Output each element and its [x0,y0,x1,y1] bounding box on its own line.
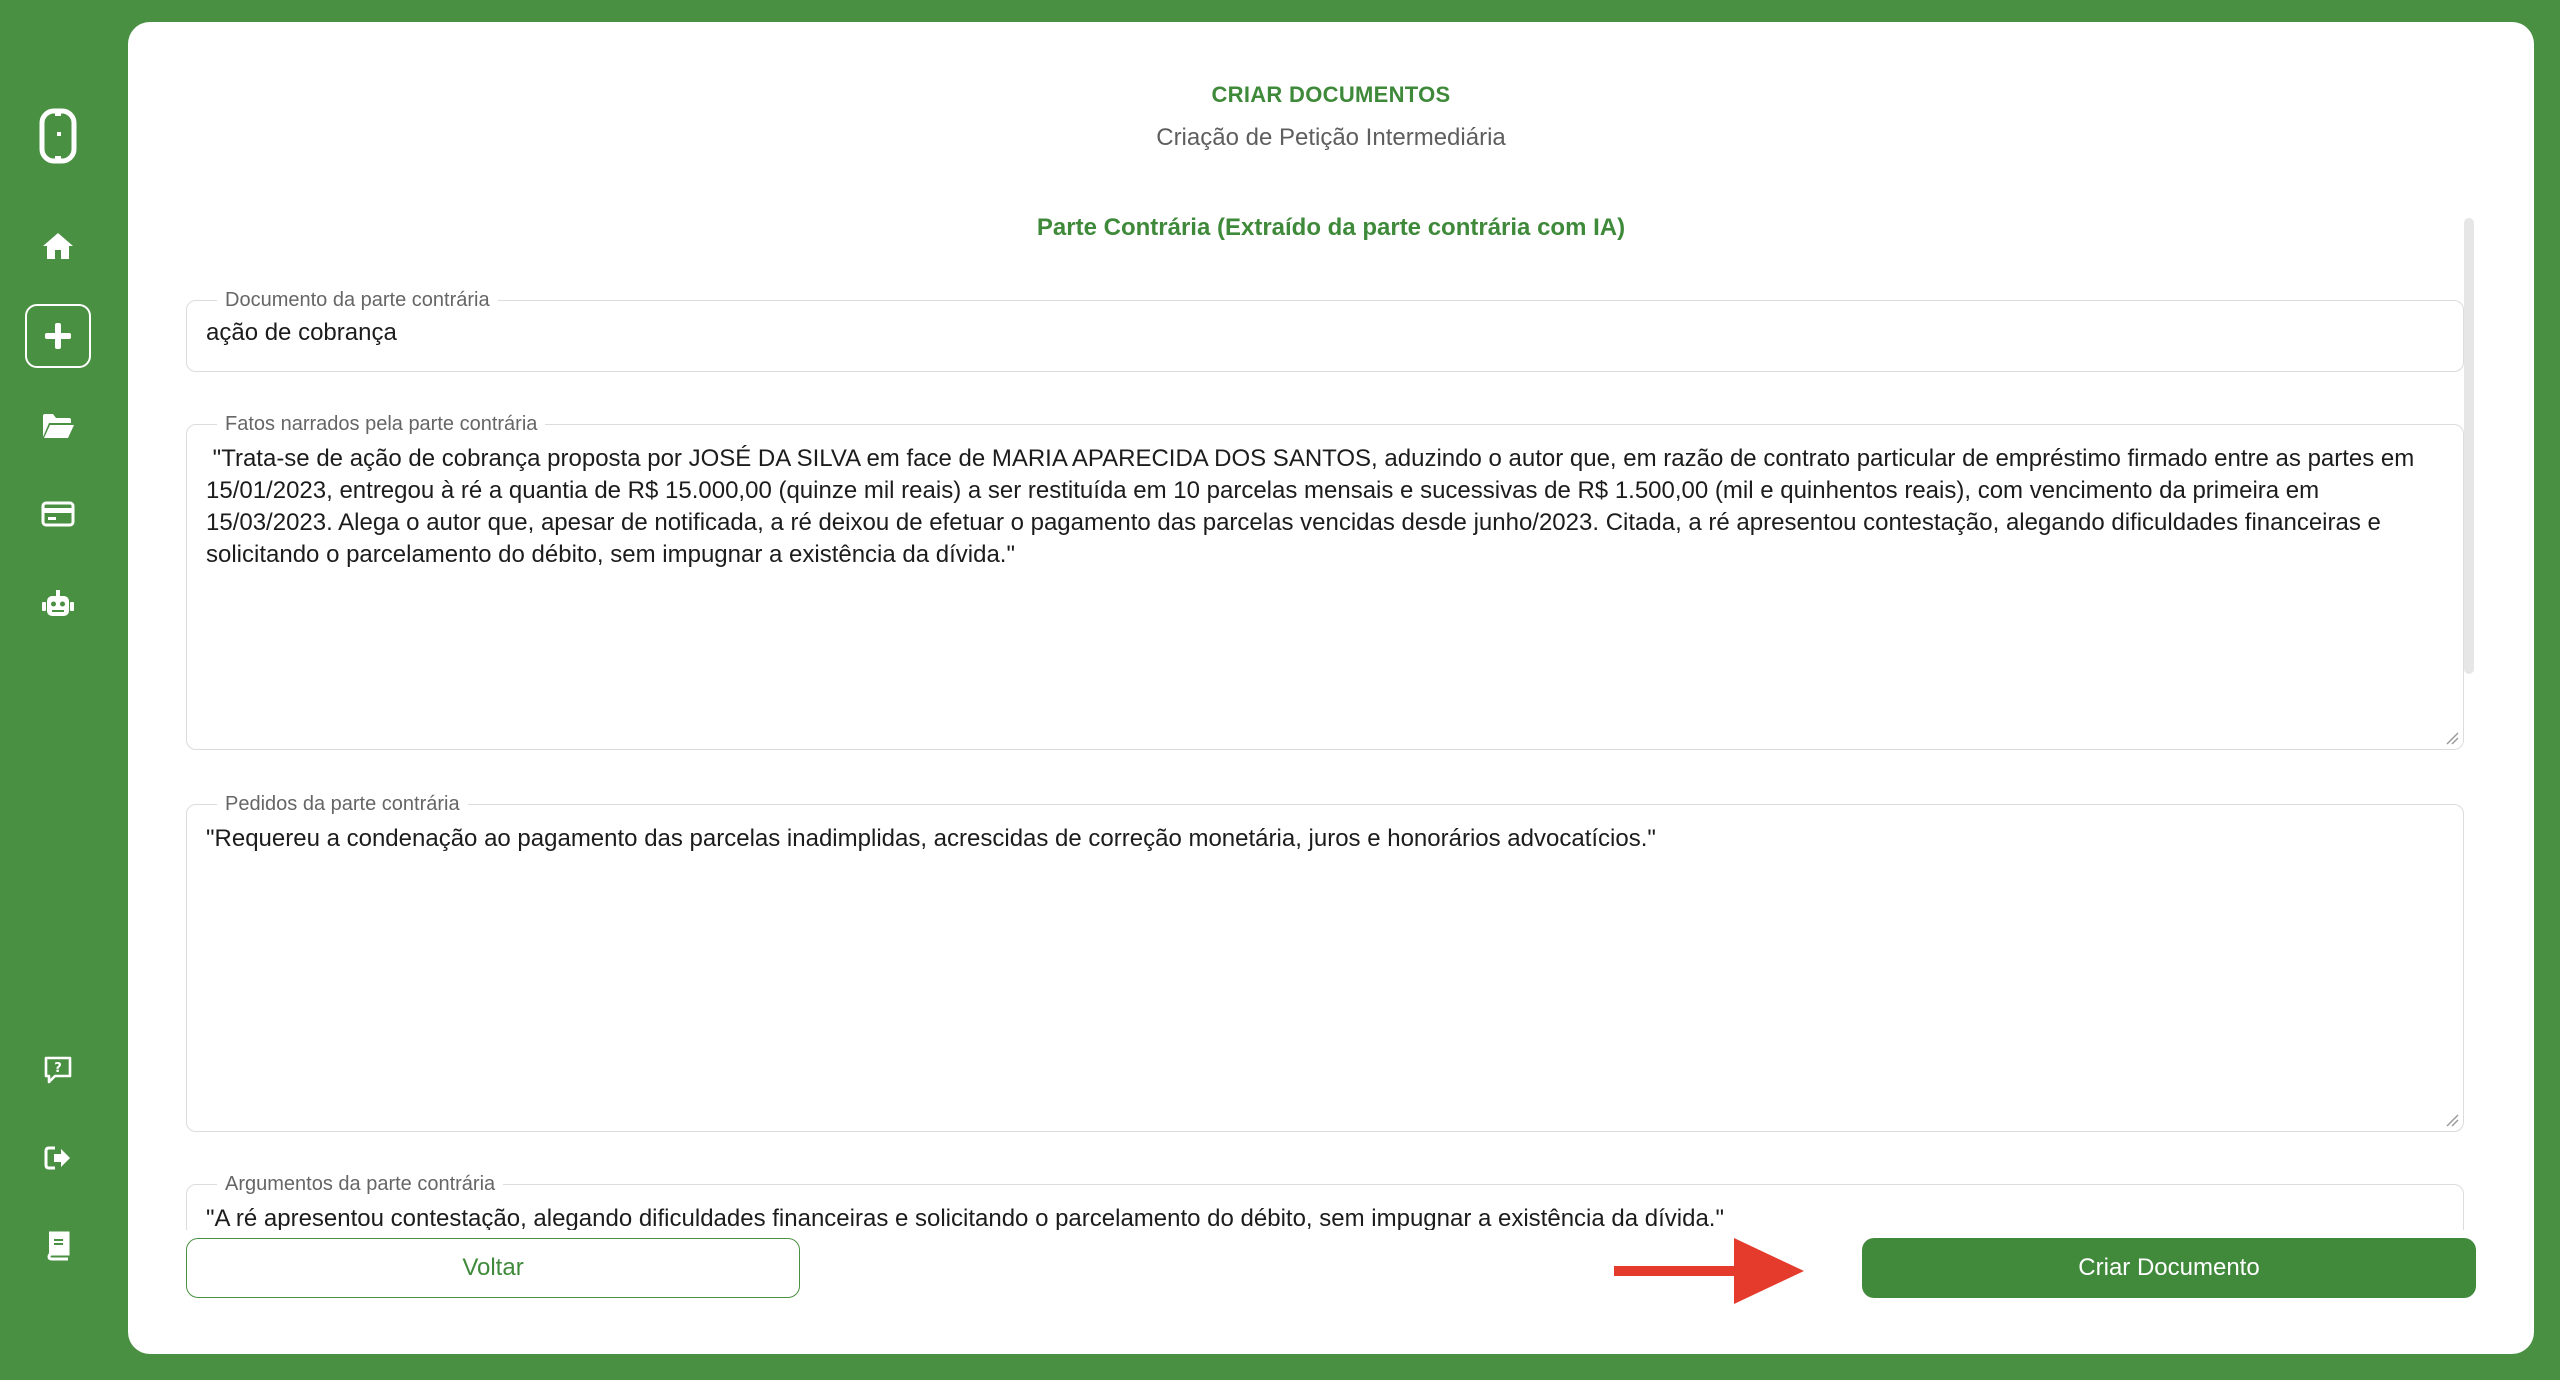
app-logo-icon[interactable] [0,106,116,166]
book-icon[interactable] [0,1216,116,1276]
scrollbar-thumb[interactable] [2464,218,2474,674]
resize-handle-icon[interactable] [2445,731,2459,745]
pedidos-value: "Requereu a condenação ao pagamento das parcelas inadimplidas, acrescidas de correção monetária, juros e honorários advocatícios." [206,825,1656,852]
page-subtitle: Criação de Petição Intermediária [1156,124,1506,151]
pedidos-label: Pedidos da parte contrária [217,792,468,816]
fatos-label: Fatos narrados pela parte contrária [217,412,545,436]
logout-icon[interactable] [0,1128,116,1188]
main-card [128,22,2534,1354]
documento-field[interactable] [186,289,2464,372]
robot-icon[interactable] [0,574,116,634]
fatos-textarea[interactable] [186,413,2464,750]
pedidos-textarea[interactable] [186,793,2464,1132]
documento-value: ação de cobrança [206,319,397,346]
add-icon [43,321,73,351]
page-title: CRIAR DOCUMENTOS [1211,82,1451,107]
help-icon[interactable] [0,1040,116,1100]
argumentos-label: Argumentos da parte contrária [217,1172,503,1196]
fatos-value: "Trata-se de ação de cobrança proposta por JOSÉ DA SILVA em face de MARIA APARECIDA DOS SANTOS, aduzindo o autor que, em razão de contrato particular de empréstimo firmado entre as partes em 15/01/2023, entregou à ré a quantia de R$ 15.000,00 (quinze mil reais) a ser restituída em 10 parcelas mensais e sucessivas de R$ 1.500,00 (mil e quinhentos reais), com vencimento da primeira em 15/03/2023. Alega o autor que, apesar de notificada, a ré deixou de efetuar o pagamento das parcelas vencidas desde junho/2023. Citada, a ré apresentou contestação, alegando dificuldades financeiras e solicitando o parcelamento do débito, sem impugnar a existência da dívida." [206,445,2421,568]
documento-label: Documento da parte contrária [217,288,498,312]
back-button[interactable]: Voltar [186,1238,800,1298]
add-button[interactable] [25,304,91,368]
create-document-button[interactable]: Criar Documento [1862,1238,2476,1298]
svg-text:?: ? [54,1061,62,1076]
credit-card-icon[interactable] [0,484,116,544]
argumentos-value: "A ré apresentou contestação, alegando dificuldades financeiras e solicitando o parcelamento do débito, sem impugnar a existência da dívida." [206,1205,1724,1230]
home-icon[interactable] [0,216,116,276]
arrow-right-icon [1614,1236,1804,1306]
folder-open-icon[interactable] [0,396,116,456]
form-scroll-area[interactable] [186,190,2476,1230]
argumentos-textarea[interactable] [186,1173,2464,1230]
section-title: Parte Contrária (Extraído da parte contrária com IA) [1036,214,1626,241]
resize-handle-icon[interactable] [2445,1113,2459,1127]
sidebar [0,0,128,1380]
